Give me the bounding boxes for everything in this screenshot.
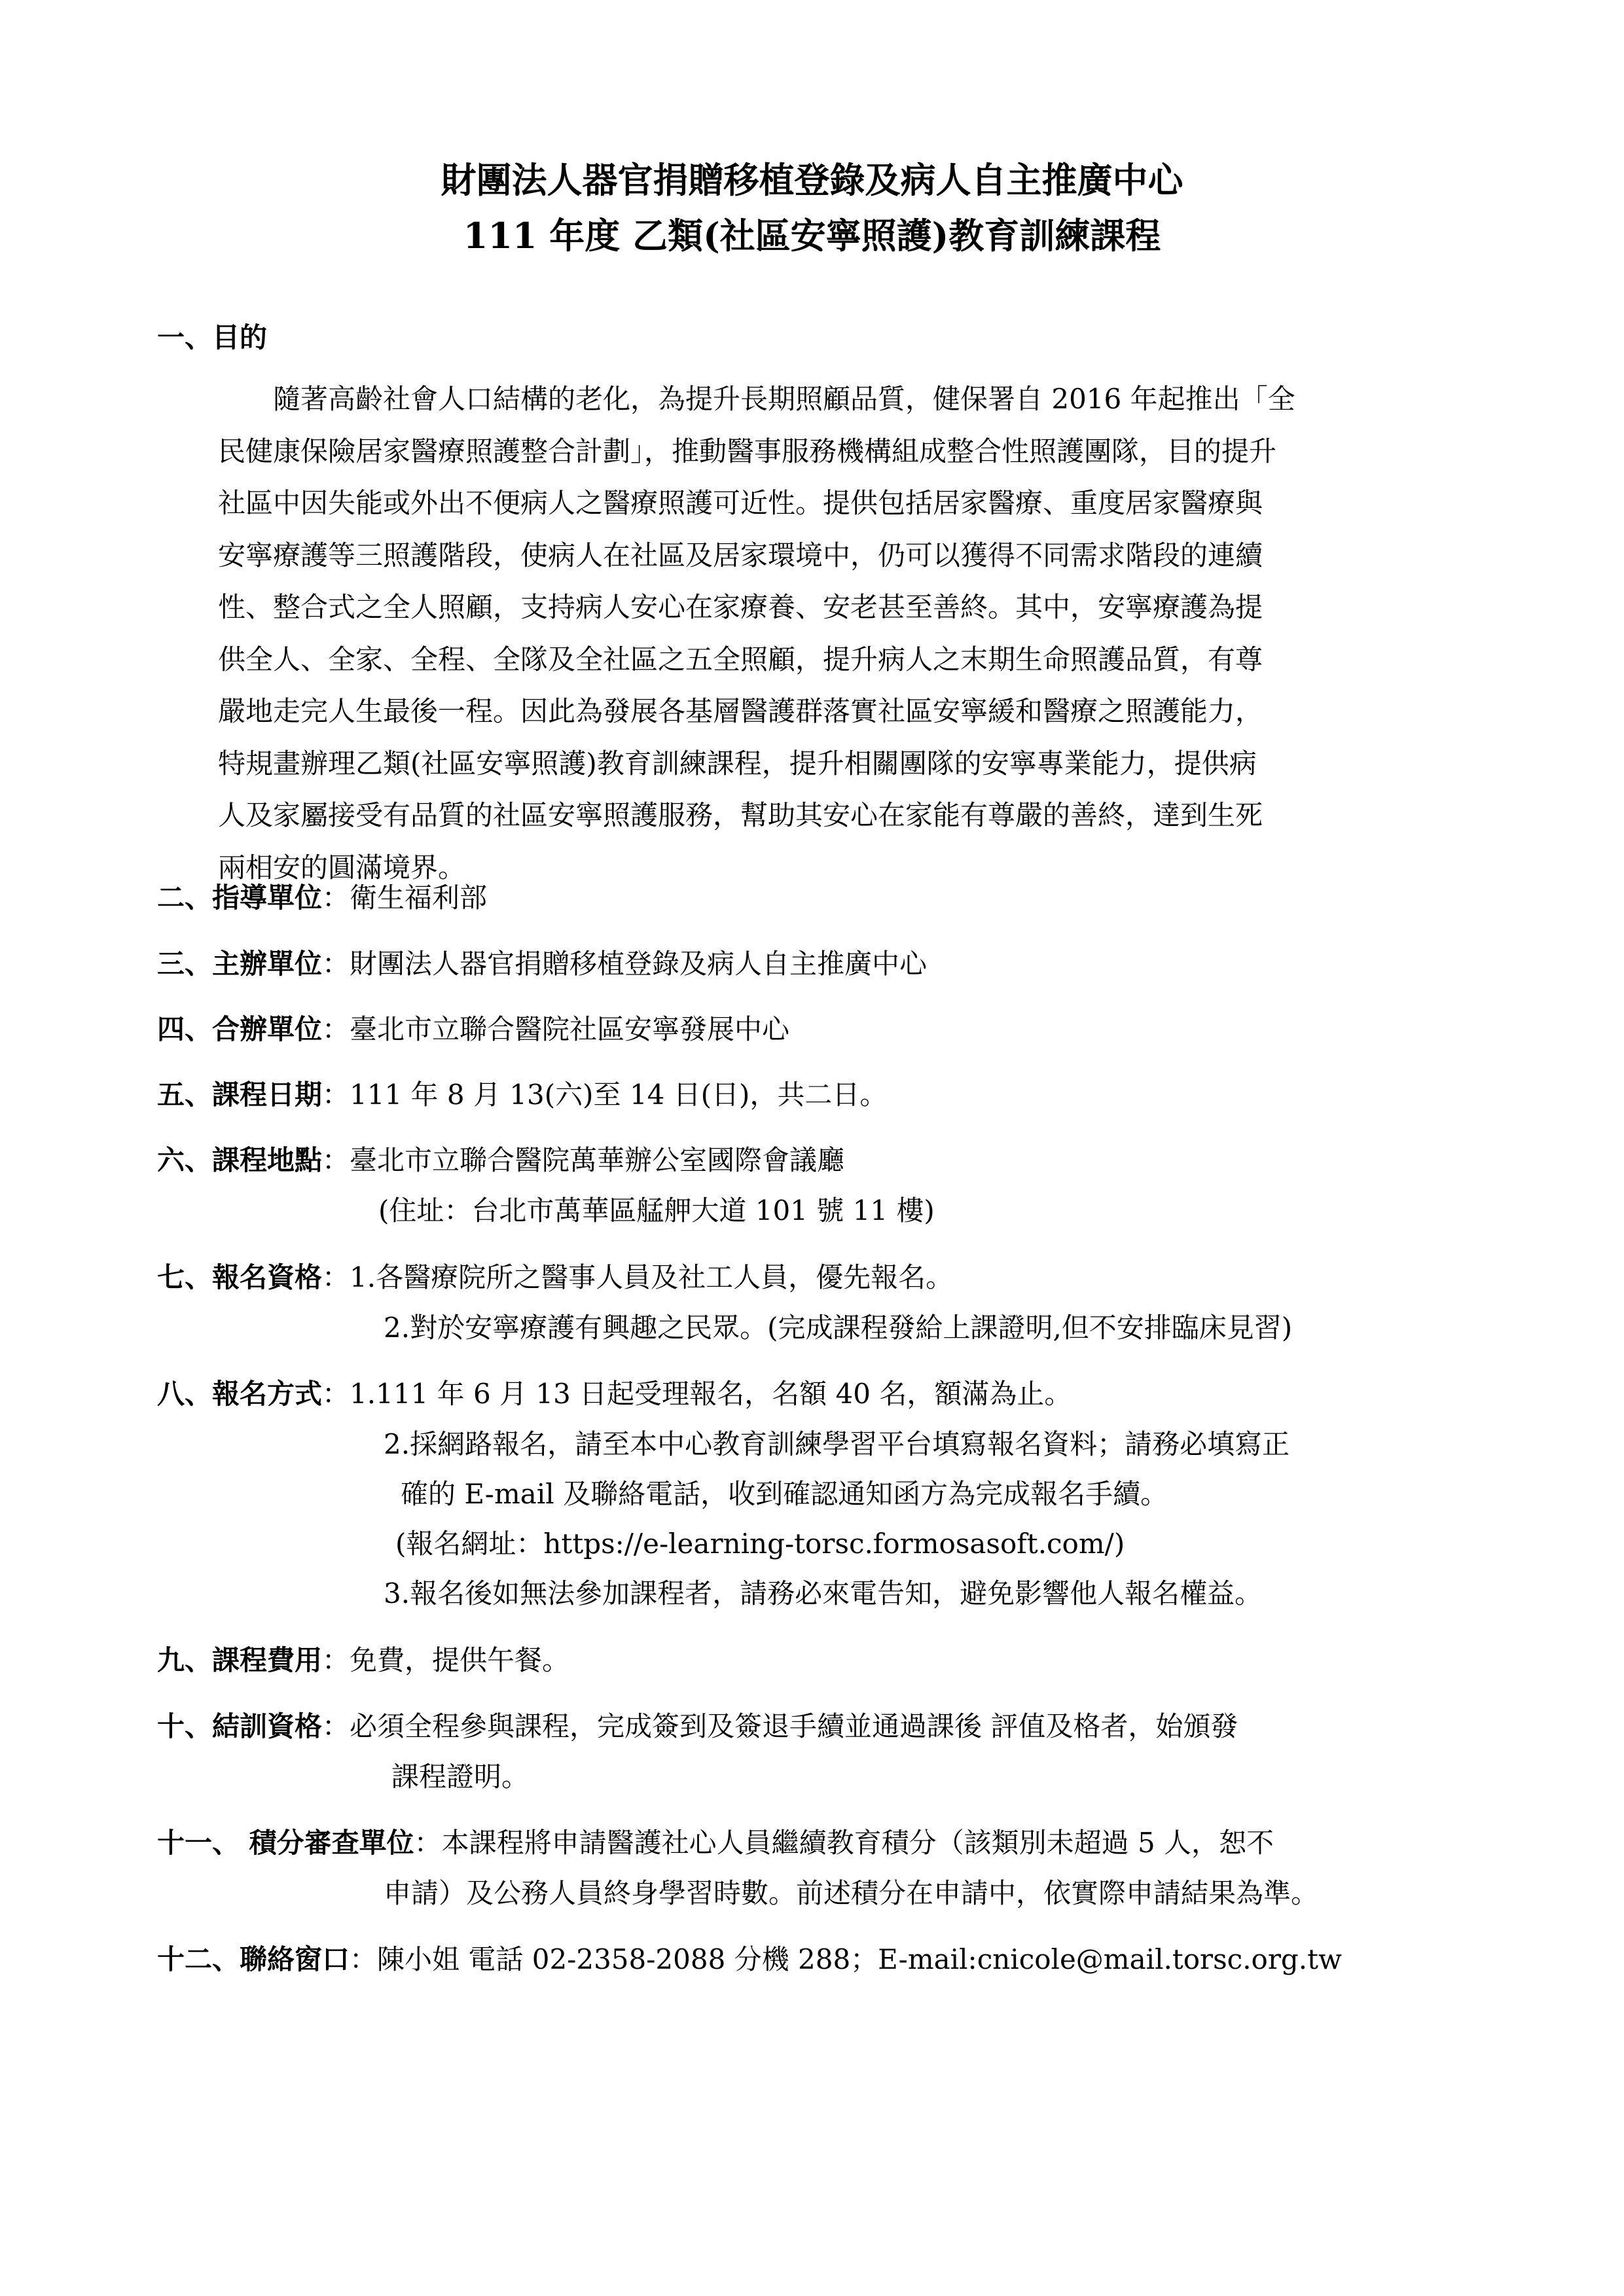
section-location xyxy=(157,1141,844,1180)
section-cohost xyxy=(157,1010,789,1049)
section-completion-label: 十、結訓資格 xyxy=(157,1710,323,1742)
section-completion xyxy=(157,1707,1238,1746)
section-cohost-value: ：臺北市立聯合醫院社區安寧發展中心 xyxy=(322,1013,790,1045)
section-method-value: ：1.111 年 6 月 13 日起受理報名，名額 40 名，額滿為止。 xyxy=(322,1378,1072,1410)
section-eligibility-label: 七、報名資格 xyxy=(157,1261,323,1293)
paragraph-line: 社區中因失能或外出不便病人之醫療照護可近性。提供包括居家醫療、重度居家醫療與 xyxy=(218,487,1263,519)
document-title-line1: 財團法人器官捐贈移植登錄及病人自主推廣中心 xyxy=(441,159,1183,201)
paragraph-line: 兩相安的圓滿境界。 xyxy=(218,851,466,884)
section-cohost-label: 四、合辦單位 xyxy=(157,1013,323,1045)
paragraph-line: 供全人、全家、全程、全隊及全社區之五全照顧，提升病人之末期生命照護品質，有尊 xyxy=(218,643,1263,675)
section-fee xyxy=(157,1641,569,1680)
section-method-line3: 確的 E-mail 及聯絡電話，收到確認通知函方為完成報名手續。 xyxy=(401,1478,1168,1510)
paragraph-line: 安寧療護等三照護階段，使病人在社區及居家環境中，仍可以獲得不同需求階段的連續 xyxy=(218,539,1263,571)
section-method-line2: 2.採網路報名，請至本中心教育訓練學習平台填寫報名資料；請務必填寫正 xyxy=(384,1428,1290,1460)
section-location-address: (住址：台北市萬華區艋舺大道 101 號 11 樓) xyxy=(378,1194,935,1227)
section-contact xyxy=(157,1940,1342,1979)
section-credits-line2: 申請）及公務人員終身學習時數。前述積分在申請中，依實際申請結果為準。 xyxy=(384,1877,1319,1909)
paragraph-line: 民健康保險居家醫療照護整合計劃」，推動醫事服務機構組成整合性照護團隊，目的提升 xyxy=(218,435,1277,467)
section-method-line5: 3.報名後如無法參加課程者，請務必來電告知，避免影響他人報名權益。 xyxy=(384,1577,1263,1609)
paragraph-line: 隨著高齡社會人口結構的老化，為提升長期照顧品質，健保署自 2016 年起推出「全 xyxy=(273,383,1295,415)
registration-url[interactable]: (報名網址：https://e-learning-torsc.formosasoft.com/) xyxy=(395,1528,1125,1560)
section-eligibility-value: ：1.各醫療院所之醫事人員及社工人員，優先報名。 xyxy=(322,1261,954,1293)
paragraph-line: 嚴地走完人生最後一程。因此為發展各基層醫護群落實社區安寧緩和醫療之照護能力， xyxy=(218,695,1263,727)
section-contact-label: 十二、聯絡窗口 xyxy=(157,1943,350,1975)
paragraph-line: 性、整合式之全人照顧，支持病人安心在家療養、安老甚至善終。其中，安寧療護為提 xyxy=(218,591,1263,623)
section-host xyxy=(157,944,927,984)
section-date-value: ：111 年 8 月 13(六)至 14 日(日)，共二日。 xyxy=(322,1079,888,1111)
section-eligibility-line2: 2.對於安寧療護有興趣之民眾。(完成課程發給上課證明,但不安排臨床見習) xyxy=(384,1312,1293,1344)
section-date-label: 五、課程日期 xyxy=(157,1079,323,1111)
paragraph-line: 人及家屬接受有品質的社區安寧照護服務，幫助其安心在家能有尊嚴的善終，達到生死 xyxy=(218,799,1263,831)
section-method xyxy=(157,1374,1072,1414)
section-credits-value: ：本課程將申請醫護社心人員繼續教育積分（該類別未超過 5 人，恕不 xyxy=(414,1827,1274,1859)
section-contact-value: ：陳小姐 電話 02-2358-2088 分機 288；E-mail:cnicole@mail.torsc.org.tw xyxy=(350,1943,1342,1975)
section-completion-line2: 課程證明。 xyxy=(391,1761,530,1793)
section-host-value: ：財團法人器官捐贈移植登錄及病人自主推廣中心 xyxy=(322,948,928,980)
section-location-label: 六、課程地點 xyxy=(157,1144,323,1176)
section-credits xyxy=(157,1823,1274,1863)
section-host-label: 三、主辦單位 xyxy=(157,948,323,980)
section-credits-label: 十一、 積分審查單位 xyxy=(157,1827,414,1859)
section-fee-value: ：免費，提供午餐。 xyxy=(322,1644,570,1676)
section-purpose-paragraph xyxy=(218,373,1475,893)
section-method-label: 八、報名方式 xyxy=(157,1378,323,1410)
section-guide-label: 二、指導單位 xyxy=(157,882,323,914)
section-guide xyxy=(157,878,487,918)
section-eligibility xyxy=(157,1258,953,1297)
paragraph-line: 特規畫辦理乙類(社區安寧照護)教育訓練課程，提升相關團隊的安寧專業能力，提供病 xyxy=(218,747,1257,780)
section-guide-value: ：衛生福利部 xyxy=(322,882,488,914)
section-location-value: ：臺北市立聯合醫院萬華辦公室國際會議廳 xyxy=(322,1144,845,1176)
document-title-line2: 111 年度 乙類(社區安寧照護)教育訓練課程 xyxy=(463,215,1161,257)
section-completion-value: ：必須全程參與課程，完成簽到及簽退手續並通過課後 評值及格者，始頒發 xyxy=(322,1710,1238,1742)
section-purpose-heading: 一、目的 xyxy=(157,321,268,353)
section-date xyxy=(157,1075,887,1115)
section-fee-label: 九、課程費用 xyxy=(157,1644,323,1676)
